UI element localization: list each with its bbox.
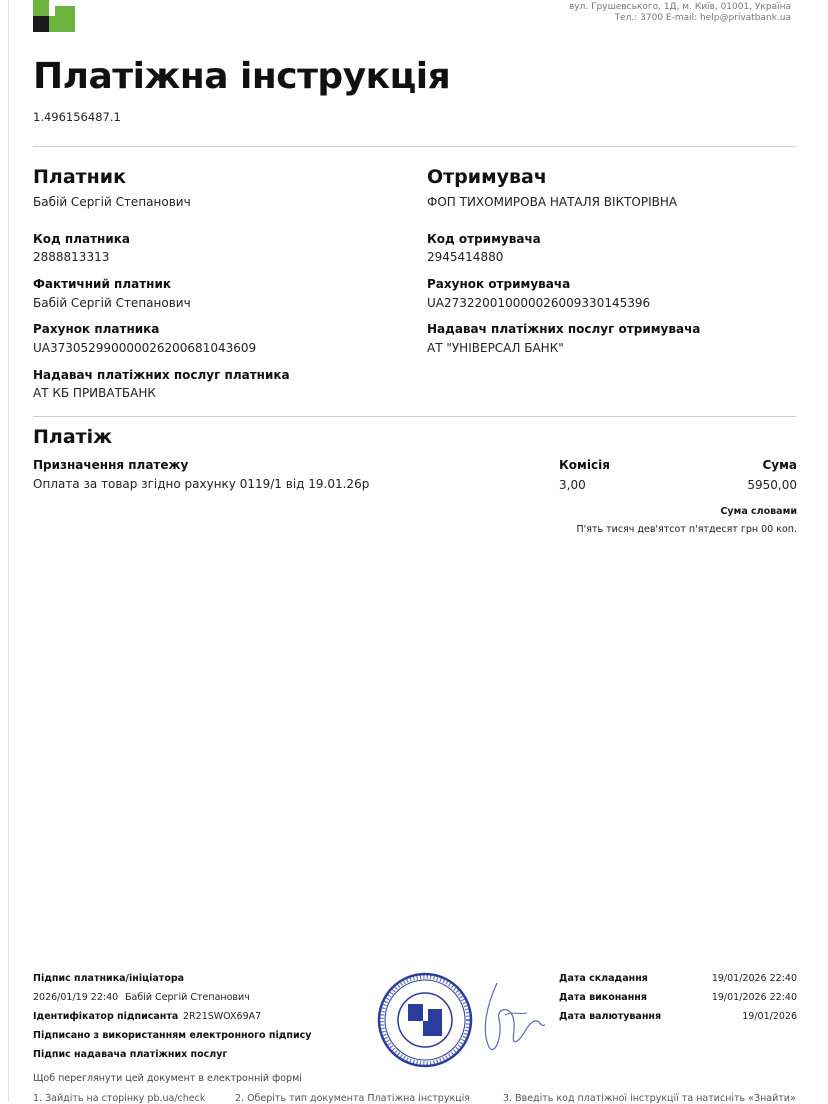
payer-account: UA373052990000026200681043609 — [33, 341, 257, 355]
bank-stamp-icon — [377, 972, 473, 1068]
recipient-code-label: Код отримувача — [427, 232, 541, 246]
purpose-text: Оплата за товар згідно рахунку 0119/1 від 19.01.26р — [33, 477, 370, 491]
signer-id-label: Ідентифікатор підписанта — [33, 1011, 179, 1022]
bank-contacts — [569, 2, 791, 24]
document-number: 1.496156487.1 — [33, 110, 121, 124]
document-page — [8, 0, 825, 1102]
recipient-name: ФОП ТИХОМИРОВА НАТАЛЯ ВІКТОРІВНА — [427, 195, 678, 209]
signer-name: Бабій Сергій Степанович — [125, 992, 250, 1003]
created-date-label: Дата складання — [559, 973, 648, 984]
payer-heading: Платник — [33, 166, 126, 188]
created-date: 19/01/2026 22:40 — [711, 973, 797, 984]
actual-payer: Бабій Сергій Степанович — [33, 296, 191, 310]
recipient-code: 2945414880 — [427, 250, 504, 264]
provider-sign-label: Підпис надавача платіжних послуг — [33, 1049, 228, 1060]
executed-date-label: Дата виконання — [559, 992, 647, 1003]
payer-code: 2888813313 — [33, 250, 110, 264]
fee-value: 3,00 — [559, 478, 586, 492]
recipient-heading: Отримувач — [427, 166, 547, 188]
bank-phone-email: Тел.: 3700 E-mail: help@privatbank.ua — [614, 13, 791, 23]
fee-label: Комісія — [559, 458, 610, 472]
view-online-step-1: 1. Зайдіть на сторінку pb.ua/check — [33, 1093, 206, 1104]
payer-code-label: Код платника — [33, 232, 130, 246]
sum-label: Сума — [762, 458, 797, 472]
sum-value: 5950,00 — [747, 478, 797, 492]
payment-heading: Платіж — [33, 426, 113, 448]
divider — [33, 146, 796, 147]
recipient-provider: АТ "УНІВЕРСАЛ БАНК" — [427, 341, 564, 355]
bank-address: вул. Грушевського, 1Д, м. Київ, 01001, Україна — [568, 2, 791, 12]
view-online-step-2: 2. Оберіть тип документа Платіжна інструкція — [235, 1093, 471, 1104]
payer-provider: АТ КБ ПРИВАТБАНК — [33, 386, 156, 400]
recipient-account: UA273220010000026009330145396 — [427, 296, 651, 310]
e-sign-note: Підписано з використанням електронного підпису — [33, 1030, 312, 1041]
payer-account-label: Рахунок платника — [33, 322, 160, 336]
value-date-label: Дата валютування — [559, 1011, 662, 1022]
payer-provider-label: Надавач платіжних послуг платника — [33, 368, 290, 382]
sum-words: П'ять тисяч дев'ятсот п'ятдесят грн 00 коп. — [576, 524, 797, 535]
view-online-step-3: 3. Введіть код платіжної інструкції та натисніть «Знайти» — [503, 1093, 796, 1104]
value-date: 19/01/2026 — [742, 1011, 797, 1022]
signature-datetime: 2026/01/19 22:40 — [33, 992, 119, 1003]
page-title: Платіжна інструкція — [33, 56, 451, 97]
signature-label: Підпис платника/ініціатора — [33, 973, 185, 984]
handwritten-signature — [469, 975, 549, 1065]
sum-words-label: Сума словами — [720, 506, 797, 517]
view-online-intro: Щоб переглянути цей документ в електронній формі — [33, 1073, 302, 1084]
recipient-provider-label: Надавач платіжних послуг отримувача — [427, 322, 701, 336]
divider — [33, 416, 796, 417]
recipient-account-label: Рахунок отримувача — [427, 277, 571, 291]
purpose-label: Призначення платежу — [33, 458, 189, 472]
payer-name: Бабій Сергій Степанович — [33, 195, 191, 209]
executed-date: 19/01/2026 22:40 — [711, 992, 797, 1003]
actual-payer-label: Фактичний платник — [33, 277, 172, 291]
signer-id: 2R21SWOX69A7 — [183, 1011, 262, 1022]
privatbank-logo — [33, 0, 75, 32]
